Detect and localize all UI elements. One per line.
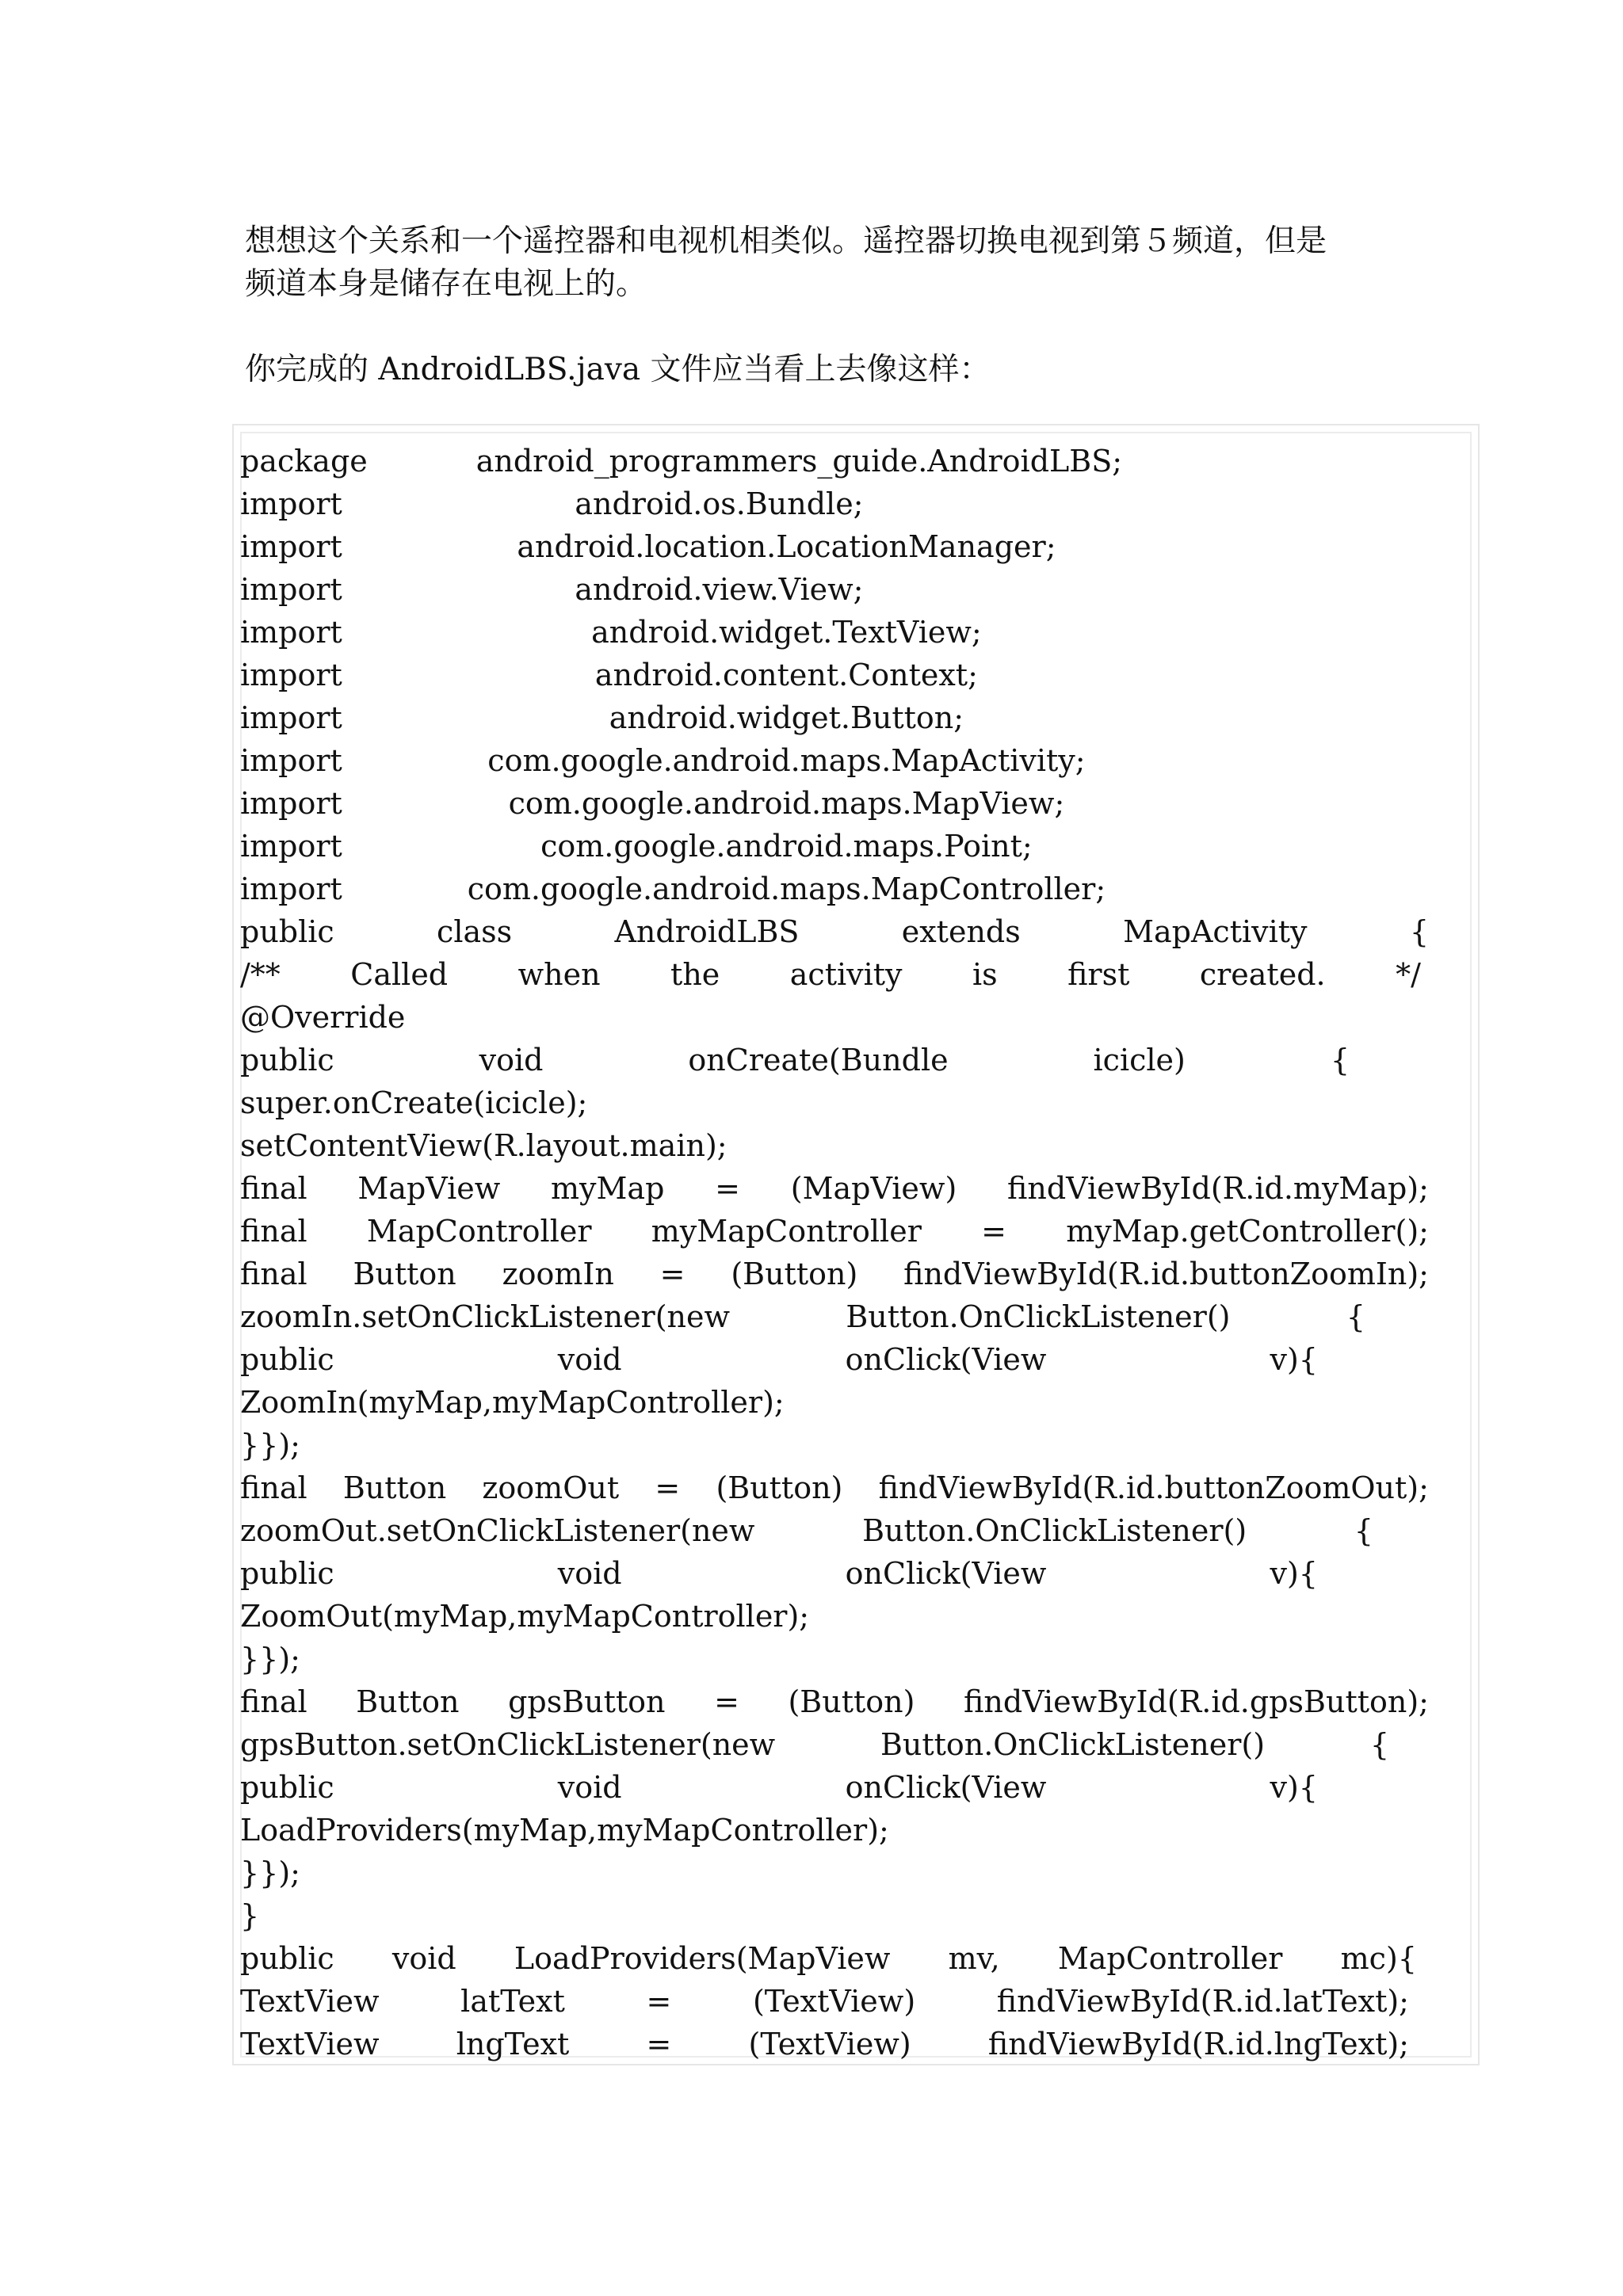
code-line [240,482,1096,525]
code-line [240,611,1231,654]
code-token: void [557,1556,622,1591]
code-token: final [240,1257,307,1291]
code-token: public [240,1342,334,1377]
code-line [240,1809,1429,1852]
code-token: import [240,829,342,864]
code-line [240,1253,1429,1295]
code-token: zoomIn [502,1257,614,1291]
code-token: the [670,957,720,992]
code-token: class [437,914,513,949]
code-line [240,1039,1350,1081]
code-token: AndroidLBS [614,914,800,949]
code-token: findViewById(R.id.buttonZoomOut); [878,1470,1429,1505]
code-token: MapController [366,1214,592,1249]
code-token: findViewById(R.id.lngText); [987,2027,1409,2061]
code-line [240,696,1231,739]
code-token: android.widget.Button; [609,700,964,735]
code-line [240,1852,1429,1894]
code-token: final [240,1171,307,1206]
code-line [240,1081,1429,1124]
code-token: = [981,1214,1006,1249]
code-token: Button.OnClickListener() [880,1727,1266,1762]
code-token: = [646,1984,672,2019]
code-token: public [240,1556,334,1591]
code-token: zoomIn.setOnClickListener(new [240,1299,731,1334]
code-line [240,1210,1429,1253]
code-token: }}); [240,1428,300,1463]
code-intro-paragraph: 你完成的 AndroidLBS.java 文件应当看上去像这样： [245,352,991,387]
code-line [240,782,1231,825]
code-line [240,1638,1429,1680]
code-line [240,1894,1429,1937]
code-token: android.os.Bundle; [575,486,864,521]
code-token: { [1354,1513,1373,1548]
code-token: /** [240,957,281,992]
code-token: import [240,786,342,821]
code-token: @Override [240,1000,406,1035]
code-token: import [240,529,342,564]
code-token: void [557,1770,622,1805]
code-token: TextView [240,1984,380,2019]
code-token: { [1409,914,1429,949]
code-line [240,654,1231,696]
code-line [240,1595,1429,1638]
code-token: android.location.LocationManager; [517,529,1056,564]
code-token: icicle) [1093,1043,1186,1077]
code-token: }}); [240,1642,300,1676]
code-token: android_programmers_guide.AndroidLBS; [475,444,1123,479]
code-token: ZoomOut(myMap,myMapController); [240,1599,810,1634]
code-token: import [240,486,342,521]
code-token: v){ [1270,1556,1318,1591]
code-token: Button.OnClickListener() [862,1513,1247,1548]
code-token: import [240,572,342,607]
code-token: = [655,1470,681,1505]
code-token: (TextView) [748,2027,911,2061]
code-token: findViewById(R.id.latText); [996,1984,1409,2019]
code-token: public [240,1770,334,1805]
code-token: TextView [240,2027,380,2061]
code-token: Button [353,1257,456,1291]
code-token: Button.OnClickListener() [846,1299,1231,1334]
code-line [240,1124,1429,1167]
code-line [240,825,1231,868]
code-token: void [479,1043,544,1077]
code-token: zoomOut.setOnClickListener(new [240,1513,755,1548]
code-token: com.google.android.maps.Point; [540,829,1033,864]
intro-paragraph-line-1: 想想这个关系和一个遥控器和电视机相类似。遥控器切换电视到第５频道，但是 [245,223,1327,259]
code-line [240,1338,1318,1381]
code-token: LoadProviders(MapView [514,1941,891,1976]
code-token: is [972,957,998,992]
code-token: Button [356,1684,460,1719]
code-line [240,953,1421,996]
code-line [240,1381,1429,1424]
code-token: public [240,1043,334,1077]
code-line [240,996,1429,1039]
code-token: v){ [1270,1342,1318,1377]
code-token: myMap.getController(); [1066,1214,1429,1249]
code-token: (Button) [716,1470,843,1505]
code-token: Button [342,1470,447,1505]
code-token: android.view.View; [575,572,864,607]
code-line [240,1937,1417,1980]
code-token: lngText [456,2027,570,2061]
code-line [240,1980,1409,2023]
code-token: com.google.android.maps.MapView; [508,786,1065,821]
code-token: onClick(View [845,1556,1047,1591]
code-token: myMap [551,1171,665,1206]
code-line [240,1295,1365,1338]
code-token: onClick(View [845,1770,1047,1805]
code-token: ZoomIn(myMap,myMapController); [240,1385,785,1420]
code-token: setContentView(R.layout.main); [240,1128,727,1163]
code-block [240,440,1429,2065]
code-token: { [1330,1043,1350,1077]
code-token: } [240,1898,260,1933]
code-line [240,1167,1429,1210]
code-token: (TextView) [752,1984,916,2019]
code-token: final [240,1214,307,1249]
code-token: myMapController [651,1214,922,1249]
code-token: (Button) [731,1257,858,1291]
code-token: Called [350,957,449,992]
code-token: LoadProviders(myMap,myMapController); [240,1813,889,1848]
code-token: (Button) [788,1684,915,1719]
code-token: first [1067,957,1130,992]
code-line [240,1766,1318,1809]
code-token: void [557,1342,622,1377]
code-token: { [1346,1299,1365,1334]
code-token: { [1369,1727,1389,1762]
code-token: public [240,914,334,949]
code-token: package [240,444,368,479]
code-token: import [240,871,342,906]
code-token: */ [1396,957,1421,992]
code-token: com.google.android.maps.MapActivity; [487,743,1086,778]
code-token: import [240,700,342,735]
code-token: zoomOut [482,1470,620,1505]
code-token: MapController [1057,1941,1283,1976]
code-token: = [659,1257,685,1291]
code-token: = [715,1171,741,1206]
code-line [240,1552,1318,1595]
code-token: final [240,1470,307,1505]
code-token: super.onCreate(icicle); [240,1085,588,1120]
code-token: gpsButton [508,1684,666,1719]
code-token: onClick(View [845,1342,1047,1377]
code-line [240,525,1231,568]
code-line [240,868,1231,910]
code-token: mc){ [1340,1941,1417,1976]
code-token: void [391,1941,456,1976]
code-token: activity [789,957,903,992]
code-token: extends [901,914,1021,949]
code-token: mv, [948,1941,1000,1976]
code-token: android.widget.TextView; [591,615,982,650]
code-token: public [240,1941,334,1976]
code-line [240,1723,1389,1766]
intro-paragraph [245,220,1481,306]
code-line [240,1680,1429,1723]
code-line [240,739,1231,782]
code-line [240,2023,1409,2065]
code-token: gpsButton.setOnClickListener(new [240,1727,776,1762]
code-token: v){ [1270,1770,1318,1805]
code-token: when [517,957,601,992]
code-token: findViewById(R.id.buttonZoomIn); [903,1257,1429,1291]
code-line [240,910,1429,953]
code-token: import [240,743,342,778]
code-token: = [714,1684,739,1719]
code-token: findViewById(R.id.myMap); [1007,1171,1429,1206]
code-line [240,1424,1429,1466]
code-token: created. [1199,957,1326,992]
code-token: import [240,615,342,650]
code-line [240,1466,1429,1509]
code-token: (MapView) [790,1171,957,1206]
code-token: MapView [357,1171,501,1206]
code-token: com.google.android.maps.MapController; [467,871,1106,906]
code-line [240,568,1096,611]
intro-paragraph-line-2: 频道本身是储存在电视上的。 [245,266,647,302]
code-token: import [240,658,342,692]
code-token: = [646,2027,672,2061]
code-token: final [240,1684,307,1719]
code-token: android.content.Context; [594,658,978,692]
code-line [240,1509,1373,1552]
code-line [240,440,1231,482]
code-token: findViewById(R.id.gpsButton); [964,1684,1429,1719]
code-token: latText [460,1984,565,2019]
code-token: MapActivity [1123,914,1308,949]
code-token: onCreate(Bundle [688,1043,949,1077]
code-token: }}); [240,1855,300,1890]
